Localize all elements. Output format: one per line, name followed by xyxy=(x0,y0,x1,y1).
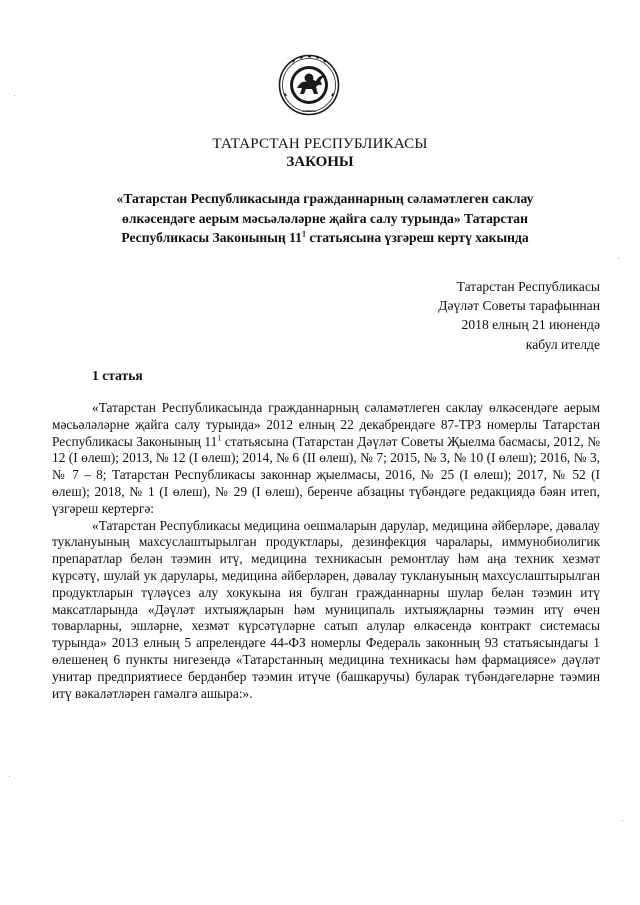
article-paragraph-2: «Татарстан Республикасы медицина оешмаларын дарулар, медицина әйберләре, дәвалау туклануының махсуслаштырылган продуктлары, дезинфекция чаралары, иммунобиолигик препаратлар белән тәэмин итү, медицина техникасын ремонтлау һәм аңа техник хезмәт күрсәтү, шулай ук дарулары, медицина әйберләрен, дәвалау туклануының махсуслаштырылган продуктларын түләүсез алу хокукына ия булган гражданнарны шулар белән тәэмин итү максатларында «Дәүләт ихтыяҗларын һәм муниципаль ихтыяҗларны тәэмин итү өчен товарларны, эшләрне, хезмәт күрсәтүләрне сатып алулар өлкәсендә контракт системасы турында» 2013 елның 5 апрелендәге 44-ФЗ номерлы Федераль законның 93 статьясындагы 1 өлешенең 6 пункты нигезендә «Татарстанның медицина техникасы һәм фармациясе» дәүләт унитар предприятиесе бердәнбер тәэмин итүче (башкаручы) буларак түбәндәгеләрне тәэмин итү вәкаләтләрен гамәлгә ашыра:». xyxy=(52,517,600,701)
adoption-block xyxy=(360,277,600,354)
paragraph-1-part2: статьясына (Татарстан Дәүләт Советы Җыелма басмасы, 2012, № 12 (I өлеш); 2013, № 12 (I өлеш); 2014, № 6 (II өлеш), № 7; 2015, № 3, № 10 (I өлеш); 2016, № 3, № 7 – 8; Татарстан Республикасы законнар җыелмасы, 2016, № 25 (I өлеш); 2017, № 52 (I өлеш); 2018, № 1 (I өлеш), № 29 (I өлеш), беренче абзацны түбәндәге редакциядә бәян итеп, үзгәреш кертергә: xyxy=(52,433,600,516)
adoption-line-4: кабул ителде xyxy=(525,336,600,352)
law-title-part1: «Татарстан Республикасында гражданнарның сәламәтлеген саклау өлкәсендәге аерым мәсьәләләрне җайга салу турында» Татарстан Республикасы Законының 11 xyxy=(116,191,534,245)
scan-speck xyxy=(618,258,619,259)
scan-speck xyxy=(9,776,10,777)
article-heading: 1 статья xyxy=(92,368,143,383)
law-title-superscript: 1 xyxy=(301,229,306,239)
paragraph-1-superscript: 1 xyxy=(217,433,222,443)
law-title-part2: статьясына үзгәреш кертү хакында xyxy=(305,230,529,245)
republic-name: ТАТАРСТАН РЕСПУБЛИКАСЫ xyxy=(212,136,428,152)
law-word: ЗАКОНЫ xyxy=(286,154,354,170)
paragraph-1-part1: «Татарстан Республикасында гражданнарның сәламәтлеген саклау өлкәсендәге аерым мәсьәләләрне җайга салу турында» 2012 елның 22 декабрендәге 87-ТРЗ номерлы Татарстан Республикасы Законының 11 xyxy=(52,400,600,449)
adoption-line-2: Дәүләт Советы тарафыннан xyxy=(438,298,600,314)
adoption-line-3: 2018 елның 21 июнендә xyxy=(461,317,600,333)
tatarstan-emblem-icon xyxy=(278,54,340,116)
scan-speck xyxy=(14,95,15,96)
article-paragraph-1 xyxy=(52,400,600,518)
adoption-line-1: Татарстан Республикасы xyxy=(456,279,600,294)
scan-speck xyxy=(622,820,623,821)
article-body xyxy=(52,400,600,702)
law-title xyxy=(90,189,560,248)
